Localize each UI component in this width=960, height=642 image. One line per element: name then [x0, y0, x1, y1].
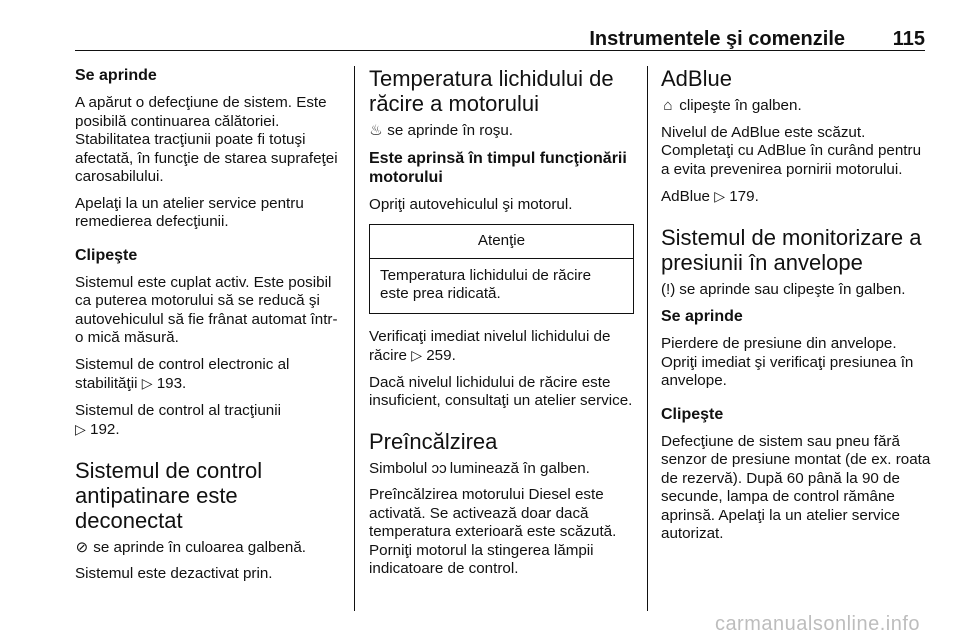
page-ref-icon: ▷: [714, 188, 725, 204]
column-right: [661, 66, 933, 552]
paragraph: Sistemul este dezactivat prin.: [75, 565, 273, 582]
warning-box: [369, 224, 634, 314]
paragraph-text: se aprinde sau clipeşte în galben.: [679, 280, 906, 298]
paragraph-text: luminează în galben.: [449, 459, 590, 477]
page-ref-icon: ▷: [141, 375, 153, 391]
paragraph-tc-ref: [75, 402, 343, 440]
paragraph: Opriţi autovehiculul şi motorul.: [369, 195, 573, 213]
coolant-temperature-icon: ♨: [369, 122, 383, 139]
paragraph-indicator: [369, 122, 634, 141]
heading-preheating: Preîncălzirea: [369, 428, 498, 454]
page-ref-link[interactable]: 179.: [729, 188, 759, 205]
warning-text: Temperatura lichidului de răcire este prea ridicată.: [380, 266, 592, 302]
paragraph-text: clipeşte în galben.: [679, 97, 802, 114]
column-divider: [647, 66, 648, 611]
tyre-pressure-icon: (!): [661, 280, 676, 298]
page-header: [75, 28, 925, 56]
adblue-icon: ⌂: [663, 97, 673, 114]
heading-engine-running: Este aprinsă în timpul funcţionării motorului: [369, 149, 627, 186]
paragraph-text: se aprinde în culoarea galbenă.: [93, 538, 307, 556]
paragraph-indicator: [75, 539, 343, 558]
paragraph: A apărut o defecţiune de sistem. Este posibilă continuarea călătoriei. Stabilitatea tracţiunii poate fi totuşi afectată, în funcţie de starea suprafeţei carosabilului.: [75, 94, 338, 185]
page-ref-link[interactable]: 192.: [90, 421, 120, 438]
paragraph-indicator: [661, 97, 933, 116]
paragraph-text: Verificaţi imediat nivelul lichidului de răcire: [369, 327, 611, 364]
paragraph: Sistemul este cuplat activ. Este posibil ca puterea motorului să se reducă şi autovehiculul să fie frânat automat într-o mică măsură.: [75, 273, 338, 346]
paragraph: Apelaţi la un atelier service pentru remedierea defecţiunii.: [75, 194, 304, 230]
column-divider: [354, 66, 355, 611]
paragraph-coolant-ref: [369, 328, 634, 366]
paragraph: Nivelul de AdBlue este scăzut. Completaţi cu AdBlue în curând pentru a evita prevenirea pornirii motorului.: [661, 123, 922, 178]
column-middle: [369, 66, 634, 587]
paragraph: Pierdere de presiune din anvelope. Opriţi imediat şi verificaţi presiunea în anvelope.: [661, 335, 914, 389]
page-number: 115: [892, 28, 925, 50]
paragraph-text: AdBlue: [661, 188, 710, 205]
page-ref-link[interactable]: 259.: [426, 347, 456, 364]
paragraph-text: Sistemul de control electronic al stabilităţii: [75, 355, 290, 392]
heading-traction-control-off: Sistemul de control antipatinare este deconectat: [75, 457, 263, 533]
traction-off-icon: ⊘: [75, 538, 89, 556]
page-ref-icon: ▷: [75, 421, 86, 437]
watermark: carmanualsonline.info: [714, 613, 920, 635]
paragraph: Defecţiune de sistem sau pneu fără senzor de presiune montat (de ex. roata de rezervă). După 60 până la 90 de secunde, lampa de control rămâne aprinsă. Apelaţi la un atelier service autorizat.: [661, 432, 931, 542]
section-title: Instrumentele şi comenzile: [589, 28, 845, 50]
warning-title: Atenţie: [370, 225, 633, 259]
heading-clipeste: Clipeşte: [75, 246, 138, 264]
header-divider: [75, 50, 925, 51]
paragraph-text: se aprinde în roşu.: [387, 122, 514, 139]
heading-adblue: AdBlue: [661, 66, 732, 91]
paragraph-indicator: [369, 460, 634, 479]
paragraph-adblue-ref: [661, 187, 933, 207]
page-ref-link[interactable]: 193.: [156, 375, 187, 392]
paragraph: Preîncălzirea motorului Diesel este activată. Se activează doar dacă temperatura exterioară este scăzută. Porniţi motorul la stingerea lămpii indicatoare de control.: [369, 486, 617, 577]
column-left: [75, 66, 343, 592]
heading-clipeste: Clipeşte: [661, 405, 724, 423]
heading-coolant-temperature: Temperatura lichidului de răcire a motorului: [369, 66, 614, 116]
page-ref-icon: ▷: [411, 347, 422, 363]
heading-se-aprinde: Se aprinde: [661, 308, 743, 325]
heading-se-aprinde: Se aprinde: [75, 67, 157, 84]
paragraph: Dacă nivelul lichidului de răcire este insuficient, consultaţi un atelier service.: [369, 373, 633, 409]
paragraph-indicator: [661, 281, 933, 300]
glow-plug-icon: ↄↄ: [431, 459, 447, 477]
heading-tyre-pressure-monitoring: Sistemul de monitorizare a presiunii în anvelope: [661, 224, 922, 275]
paragraph-text: Simbolul: [369, 459, 428, 477]
paragraph-esc-ref: [75, 356, 343, 394]
paragraph-text: Sistemul de control al tracţiunii: [75, 401, 281, 419]
